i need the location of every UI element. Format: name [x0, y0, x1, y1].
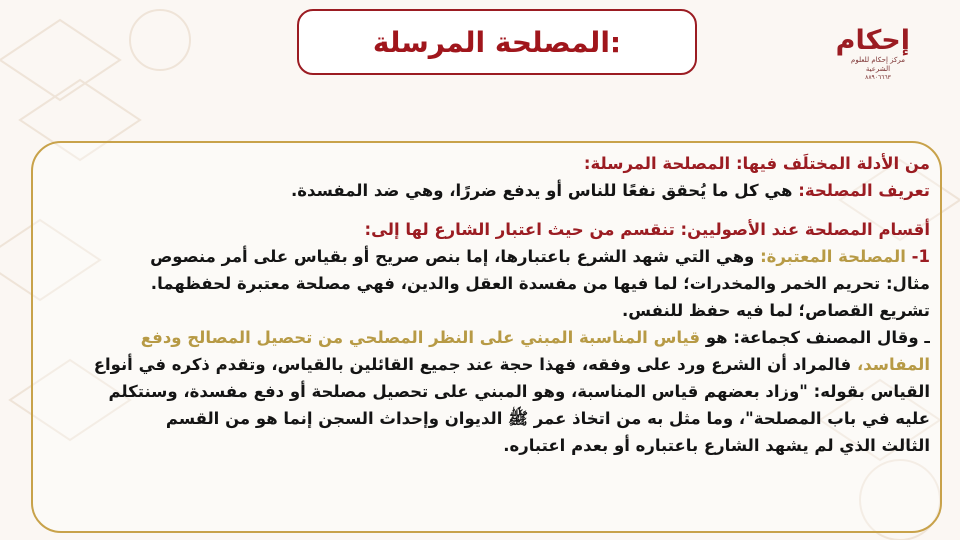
author-line-3: القياس بقوله: "وزاد بعضهم قياس المناسبة، وهو المبني على تحصيل مصلحة أو دفع مفسدة، وسنتكلم — [108, 382, 930, 401]
example-line — [40, 270, 930, 297]
divisions-line — [40, 216, 930, 243]
logo-subtitle: مركز إحكام للعلوم الشرعية — [851, 56, 905, 73]
divisions-label: أقسام المصلحة عند الأصوليين: — [680, 220, 930, 239]
author-line2-rest: فالمراد أن الشرع ورد على وفقه، فهذا حجة عند جميع القائلين بالقياس، وتقدم ذكره في أنواع — [93, 355, 857, 374]
item1-number: 1- — [911, 247, 930, 266]
item1-text: وهي التي شهد الشرع باعتبارها، إما بنص صريح أو بقياس على أمر منصوص — [150, 247, 761, 266]
item1-line — [40, 243, 930, 270]
author-line-4: عليه في باب المصلحة"، وما مثل به من اتخاذ عمر ﷺ الديوان وإحداث السجن إنما هو من القسم — [165, 409, 930, 428]
divisions-text: تنقسم من حيث اعتبار الشارع لها إلى: — [364, 220, 681, 239]
example-label: مثال: — [885, 274, 930, 293]
qisas-line: تشريع القصاص؛ لما فيه حفظ للنفس. — [622, 301, 930, 320]
definition-line — [40, 177, 930, 204]
content-text — [40, 150, 930, 459]
heading-value: المصلحة المرسلة: — [583, 154, 736, 173]
author-line-2 — [40, 351, 930, 378]
example-text: تحريم الخمر والمخدرات؛ لما فيها من مفسدة العقل والدين، فهي مصلحة معتبرة لحفظهما. — [150, 274, 886, 293]
item1-label: المصلحة المعتبرة: — [760, 247, 912, 266]
author-line-5: الثالث الذي لم يشهد الشارع باعتباره أو بعدم اعتباره. — [503, 436, 930, 455]
slide-title-box — [297, 9, 697, 75]
heading-label: من الأدلة المختلَف فيها: — [735, 154, 930, 173]
logo-name: إحكام — [835, 25, 910, 56]
logo-number: ٨٨٩٠٦٦٦٣ — [865, 74, 891, 81]
slide-title: المصلحة المرسلة: — [372, 25, 622, 59]
author-is: هو — [700, 328, 734, 347]
author-line-1 — [40, 324, 930, 351]
heading-line — [40, 150, 930, 177]
author-quote-a: قياس المناسبة المبني على النظر المصلحي من تحصيل المصالح ودفع — [140, 328, 701, 347]
center-logo — [835, 25, 910, 88]
definition-label: تعريف المصلحة: — [798, 181, 930, 200]
author-quote-b: المفاسد، — [856, 355, 930, 374]
author-prefix: ـ وقال المصنف كجماعة: — [733, 328, 930, 347]
definition-text: هي كل ما يُحقق نفعًا للناس أو يدفع ضررًا، وهي ضد المفسدة. — [291, 181, 799, 200]
